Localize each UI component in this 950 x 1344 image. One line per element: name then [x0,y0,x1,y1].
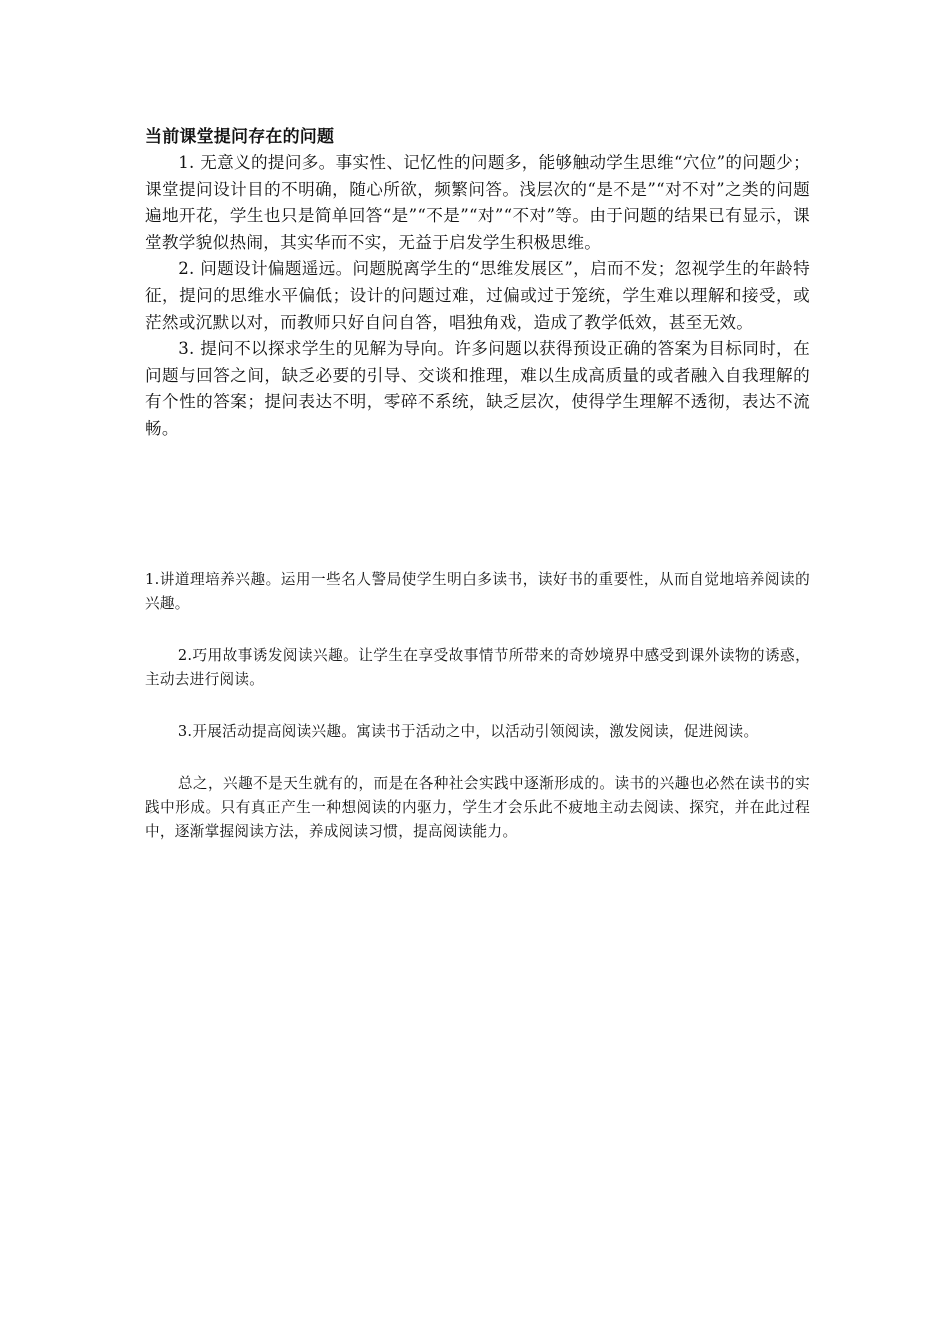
paragraph-3: 3. 提问不以探求学生的见解为导向。许多问题以获得预设正确的答案为目标同时，在问题与回答之间，缺乏必要的引导、交谈和推理，难以生成高质量的或者融入自我理解的有个性的答案；提问表达不明，零碎不系统，缺乏层次，使得学生理解不透彻，表达不流畅。 [145,339,810,438]
paragraph-activities: 3.开展活动提高阅读兴趣。寓读书于活动之中，以活动引领阅读，激发阅读，促进阅读。 [177,723,759,740]
paragraph-reasoning: 1.讲道理培养兴趣。运用一些名人警局使学生明白多读书，读好书的重要性，从而自觉地培养阅读的兴趣。 [145,571,810,612]
paragraph-conclusion: 总之，兴趣不是天生就有的，而是在各种社会实践中逐渐形成的。读书的兴趣也必然在读书的实践中形成。只有真正产生一种想阅读的内驱力，学生才会乐此不疲地主动去阅读、探究，并在此过程中，逐渐掌握阅读方法，养成阅读习惯，提高阅读能力。 [145,775,810,840]
paragraph-stories: 2.巧用故事诱发阅读兴趣。让学生在享受故事情节所带来的奇妙境界中感受到课外读物的诱惑，主动去进行阅读。 [145,647,810,688]
section-reading-interest [145,568,810,872]
paragraph-2: 2. 问题设计偏题遥远。问题脱离学生的“思维发展区”，启而不发；忽视学生的年龄特征，提问的思维水平偏低；设计的问题过难，过偏或过于笼统，学生难以理解和接受，或茫然或沉默以对，而教师只好自问自答，唱独角戏，造成了教学低效，甚至无效。 [145,259,810,332]
section-title: 当前课堂提问存在的问题 [145,127,335,147]
section-classroom-questioning [145,124,810,443]
paragraph-1: 1. 无意义的提问多。事实性、记忆性的问题多，能够触动学生思维“穴位”的问题少；课堂提问设计目的不明确，随心所欲，频繁问答。浅层次的“是不是”“对不对”之类的问题遍地开花，学生也只是简单回答“是”“不是”“对”“不对”等。由于问题的结果已有显示，课堂教学貌似热闹，其实华而不实，无益于启发学生积极思维。 [145,153,810,252]
